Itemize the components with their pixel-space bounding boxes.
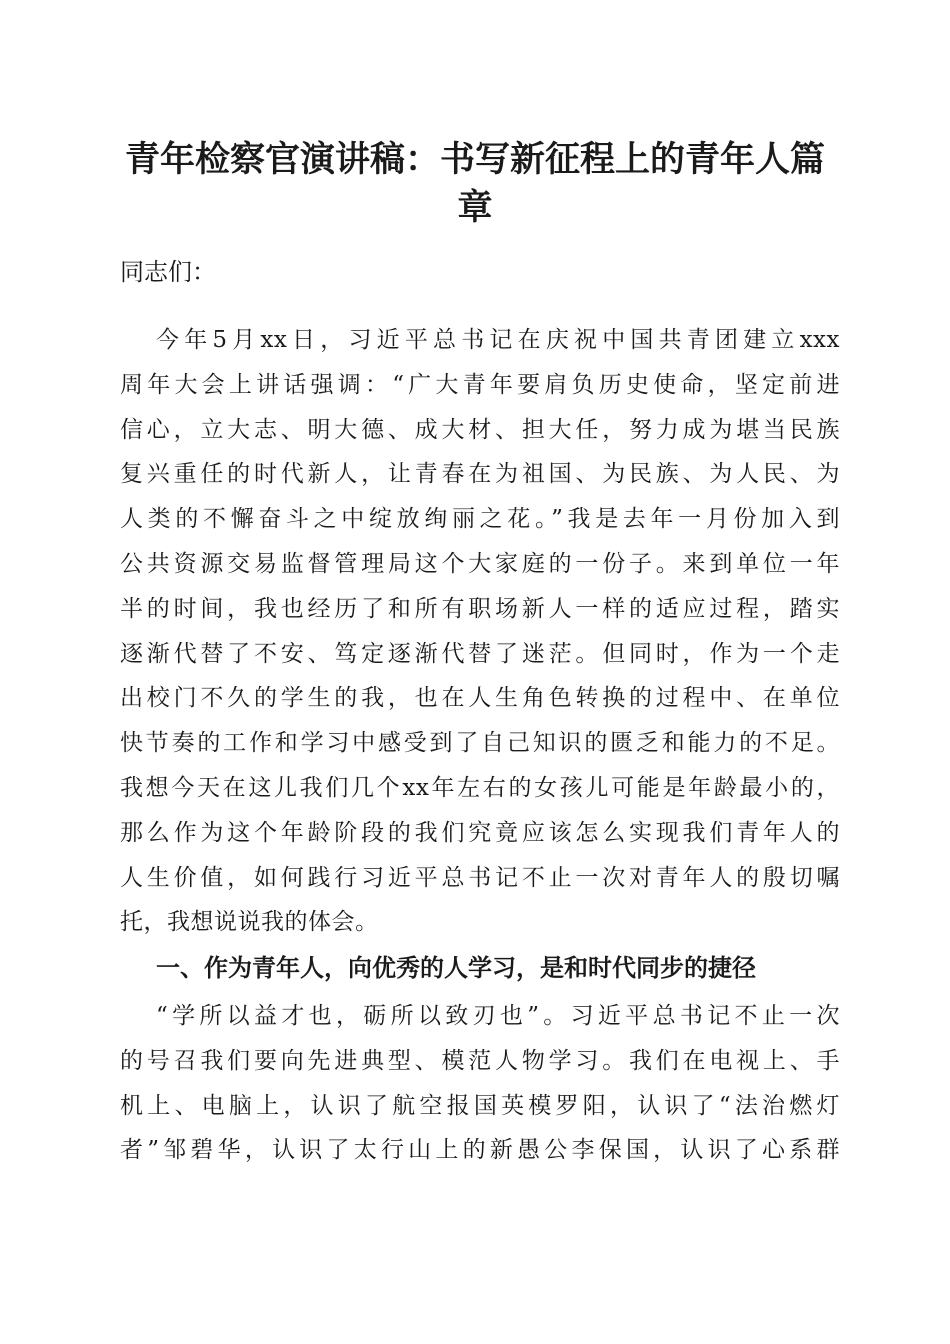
paragraph-2 [120,1000,840,1179]
paragraph-line: 逐渐代替了不安、笃定逐渐代替了迷茫。但同时，作为一个走 [120,640,840,667]
paragraph-line: 快节奏的工作和学习中感受到了自己知识的匮乏和能力的不足。 [120,730,840,757]
paragraph-line: 今年5月xx日，习近平总书记在庆祝中国共青团建立xxx [156,327,840,353]
paragraph-line: 出校门不久的学生的我，也在人生角色转换的过程中、在单位 [120,685,840,712]
salutation: 同志们： [120,258,216,286]
document-title [110,136,840,232]
paragraph-line: 的号召我们要向先进典型、模范人物学习。我们在电视上、手 [120,1047,840,1074]
paragraph-line: 人类的不懈奋斗之中绽放绚丽之花。”我是去年一月份加入到 [120,506,840,533]
paragraph-line: 机上、电脑上，认识了航空报国英模罗阳，认识了“法治燃灯 [120,1092,840,1119]
paragraph-line: 托，我想说说我的体会。 [120,909,379,936]
paragraph-line: 信心，立大志、明大德、成大材、担大任，努力成为堪当民族 [120,416,840,443]
paragraph-line: 者”邹碧华，认识了太行山上的新愚公李保国，认识了心系群 [120,1137,840,1164]
title-line-1: 青年检察官演讲稿：书写新征程上的青年人篇 [124,140,825,180]
paragraph-line: 人生价值，如何践行习近平总书记不止一次对青年人的殷切嘱 [120,864,840,891]
paragraph-line: 复兴重任的时代新人，让青春在为祖国、为民族、为人民、为 [120,461,840,488]
paragraph-line: “学所以益才也，砺所以致刃也”。习近平总书记不止一次 [156,1003,840,1029]
paragraph-line: 周年大会上讲话强调：“广大青年要肩负历史使命，坚定前进 [120,371,840,398]
section-1-heading: 一、作为青年人，向优秀的人学习，是和时代同步的捷径 [156,954,756,982]
paragraph-line: 那么作为这个年龄阶段的我们究竟应该怎么实现我们青年人的 [120,819,840,846]
paragraph-line: 我想今天在这儿我们几个xx年左右的女孩儿可能是年龄最小的， [120,774,840,801]
paragraph-1 [120,324,840,951]
paragraph-line: 公共资源交易监督管理局这个大家庭的一份子。来到单位一年 [120,550,840,577]
paragraph-line: 半的时间，我也经历了和所有职场新人一样的适应过程，踏实 [120,595,840,622]
title-line-2: 章 [457,188,493,228]
